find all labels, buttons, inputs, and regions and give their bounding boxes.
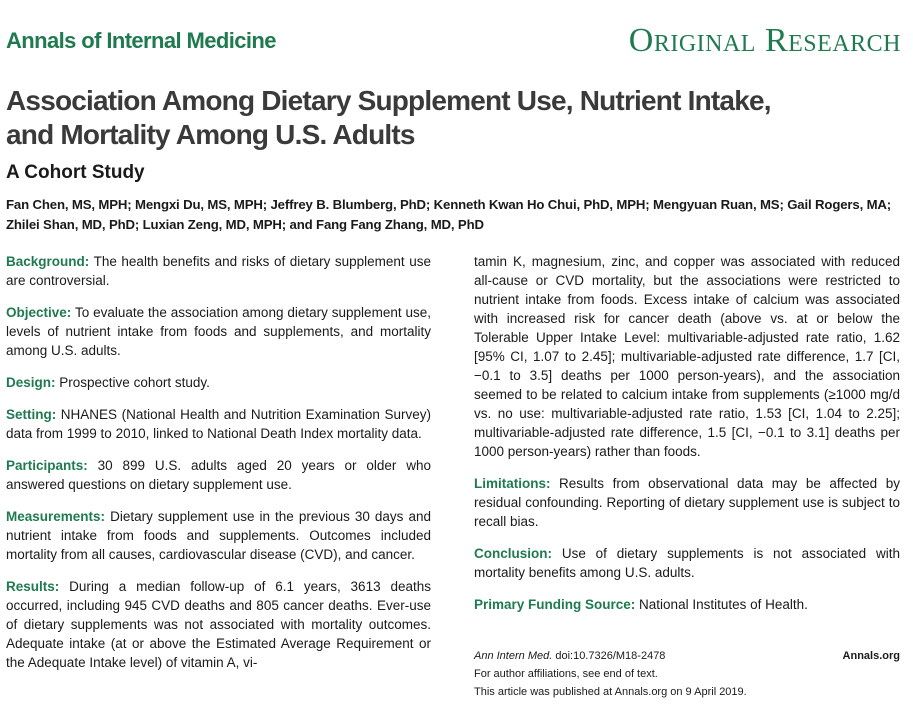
abstract-results-continued <box>474 252 900 461</box>
results-text-right: tamin K, magnesium, zinc, and copper was associated with reduced all-cause or CVD mortality, but the associations were restricted to nutrient intake from foods. Excess intake of calcium was associated with increased risk for cancer death (above vs. at or below the Tolerable Upper Intake Level: multivariable-adjusted rate ratio, 1.62 [95% CI, 1.07 to 2.45]; multivariable-adjusted rate difference, 1.7 [CI, −0.1 to 3.5] deaths per 1000 person-years), and the association seemed to be related to calcium intake from supplements (≥1000 mg/d vs. no use: multivariable-adjusted rate ratio, 1.53 [CI, 1.04 to 2.25]; multivariable-adjusted rate difference, 1.5 [CI, −0.1 to 3.1] deaths per 1000 person-years) rather than foods. <box>474 254 900 459</box>
journal-citation: Ann Intern Med. <box>474 650 553 662</box>
design-label: Design: <box>6 375 56 390</box>
article-title-line-1: Association Among Dietary Supplement Use, Nutrient Intake, <box>6 85 771 116</box>
measurements-text: Dietary supplement use in the previous 30 days and nutrient intake from foods and supplements. Outcomes included mortality from all causes, cardiovascular disease (CVD), and cancer. <box>6 509 431 562</box>
measurements-label: Measurements: <box>6 509 106 524</box>
abstract-conclusion <box>474 544 900 582</box>
site-link[interactable]: Annals.org <box>842 650 900 662</box>
results-label: Results: <box>6 579 60 594</box>
background-label: Background: <box>6 254 90 269</box>
conclusion-text: Use of dietary supplements is not associated with mortality benefits among U.S. adults. <box>474 546 900 580</box>
abstract-design <box>6 373 431 392</box>
design-text: Prospective cohort study. <box>59 375 210 390</box>
publish-note: This article was published at Annals.org on 9 April 2019. <box>474 686 747 698</box>
abstract-setting <box>6 405 431 443</box>
citation-row <box>474 647 900 665</box>
participants-label: Participants: <box>6 458 88 473</box>
abstract-measurements <box>6 507 431 564</box>
abstract-results <box>6 577 431 672</box>
article-title-line-2: and Mortality Among U.S. Adults <box>6 119 415 150</box>
article-title <box>6 84 906 152</box>
article-subtitle: A Cohort Study <box>6 162 145 183</box>
abstract-limitations <box>474 474 900 531</box>
doi[interactable]: doi:10.7326/M18-2478 <box>552 650 666 662</box>
limitations-label: Limitations: <box>474 476 551 491</box>
funding-label: Primary Funding Source: <box>474 597 636 612</box>
abstract-background <box>6 252 431 290</box>
author-list: Fan Chen, MS, MPH; Mengxi Du, MS, MPH; Jeffrey B. Blumberg, PhD; Kenneth Kwan Ho Chui, PhD, MPH; Mengyuan Ruan, MS; Gail Rogers, MA; Zhilei Shan, MD, PhD; Luxian Zeng, MD, MPH; and Fang Fang Zhang, MD, PhD <box>6 197 892 232</box>
abstract-funding <box>474 595 900 614</box>
abstract-right-column <box>474 252 900 627</box>
article-footer <box>474 647 900 701</box>
abstract-participants <box>6 456 431 494</box>
abstract-objective <box>6 303 431 360</box>
objective-text: To evaluate the association among dietary supplement use, levels of nutrient intake from foods and supplements, and mortality among U.S. adults. <box>6 305 432 358</box>
setting-text: NHANES (National Health and Nutrition Examination Survey) data from 1999 to 2010, linked to National Death Index mortality data. <box>6 407 431 441</box>
affiliations-note: For author affiliations, see end of text. <box>474 668 658 680</box>
limitations-text: Results from observational data may be affected by residual confounding. Reporting of dietary supplement use is subject to recall bias. <box>474 476 900 529</box>
objective-label: Objective: <box>6 305 72 320</box>
conclusion-label: Conclusion: <box>474 546 552 561</box>
participants-text: 30 899 U.S. adults aged 20 years or older who answered questions on dietary supplement use. <box>6 458 431 492</box>
citation <box>474 647 665 665</box>
section-label: Original Research <box>628 22 901 59</box>
setting-label: Setting: <box>6 407 57 422</box>
abstract-left-column <box>6 252 431 685</box>
funding-text: National Institutes of Health. <box>639 597 808 612</box>
journal-name: Annals of Internal Medicine <box>6 28 276 53</box>
results-text-left: During a median follow-up of 6.1 years, 3613 deaths occurred, including 945 CVD deaths and 805 cancer deaths. Ever-use of dietary supplements was not associated with mortality outcomes. Adequate intake (at or above the Estimated Average Requirement or the Adequate Intake level) of vitamin A, vi- <box>6 579 431 670</box>
background-text: The health benefits and risks of dietary supplement use are controversial. <box>6 254 431 288</box>
